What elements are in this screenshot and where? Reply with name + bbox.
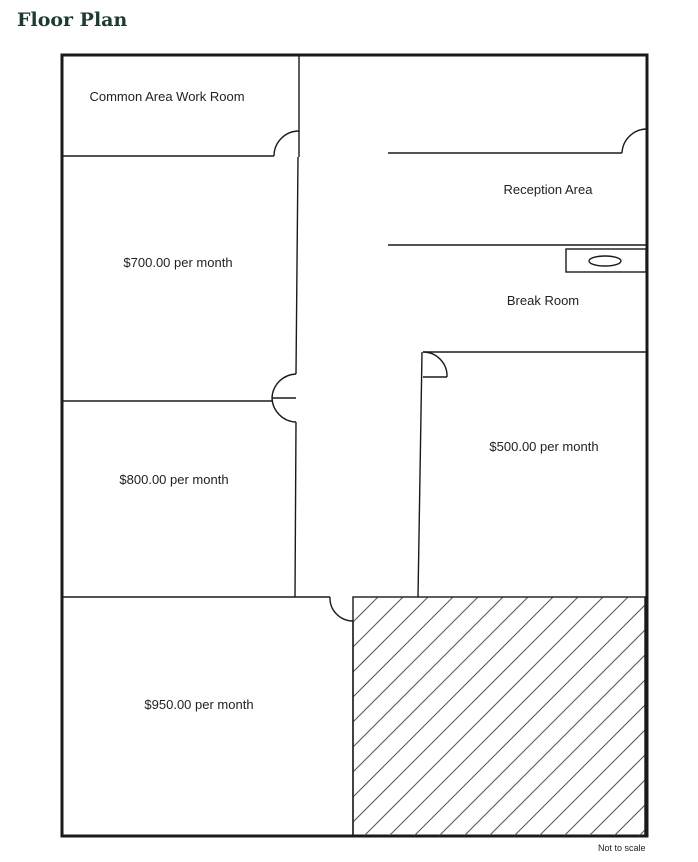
room-label-office-800: $800.00 per month bbox=[119, 472, 229, 487]
hatch-line bbox=[389, 597, 628, 836]
hatch-line bbox=[139, 597, 378, 836]
room-label-break-room: Break Room bbox=[506, 293, 580, 308]
hatch-line bbox=[464, 597, 698, 836]
office-500-door bbox=[423, 352, 447, 377]
hatch-line bbox=[589, 597, 698, 836]
common-area-door bbox=[274, 131, 299, 157]
hatch-line bbox=[664, 597, 698, 836]
reception-door bbox=[622, 129, 647, 153]
sink-icon bbox=[566, 249, 646, 272]
office-700-east-wall bbox=[296, 157, 298, 374]
hatch-line bbox=[164, 597, 403, 836]
hatch-line bbox=[189, 597, 428, 836]
hatch-line bbox=[214, 597, 453, 836]
scale-note: Not to scale bbox=[598, 843, 646, 853]
room-label-office-950: $950.00 per month bbox=[144, 697, 254, 712]
hatch-line bbox=[289, 597, 528, 836]
office-800-east-wall bbox=[295, 422, 296, 597]
hatch-line bbox=[439, 597, 678, 836]
hatch-line bbox=[314, 597, 553, 836]
hatch-line bbox=[364, 597, 603, 836]
hatched-area bbox=[114, 597, 698, 836]
hatch-line bbox=[414, 597, 653, 836]
hatch-line bbox=[114, 597, 353, 836]
hatch-line bbox=[339, 597, 578, 836]
hatch-line bbox=[689, 597, 698, 836]
hatch-line bbox=[614, 597, 698, 836]
hatch-line bbox=[489, 597, 698, 836]
room-label-reception: Reception Area bbox=[503, 182, 593, 197]
office-950-door bbox=[330, 597, 353, 621]
hatch-line bbox=[239, 597, 478, 836]
double-door-west bbox=[272, 374, 296, 422]
room-label-common-area: Common Area Work Room bbox=[89, 89, 245, 104]
hatch-line bbox=[264, 597, 503, 836]
room-label-office-700: $700.00 per month bbox=[123, 255, 233, 270]
hatch-line bbox=[539, 597, 698, 836]
room-label-office-500: $500.00 per month bbox=[489, 439, 599, 454]
page-title: Floor Plan bbox=[17, 9, 128, 31]
office-500-west-wall bbox=[418, 352, 422, 597]
